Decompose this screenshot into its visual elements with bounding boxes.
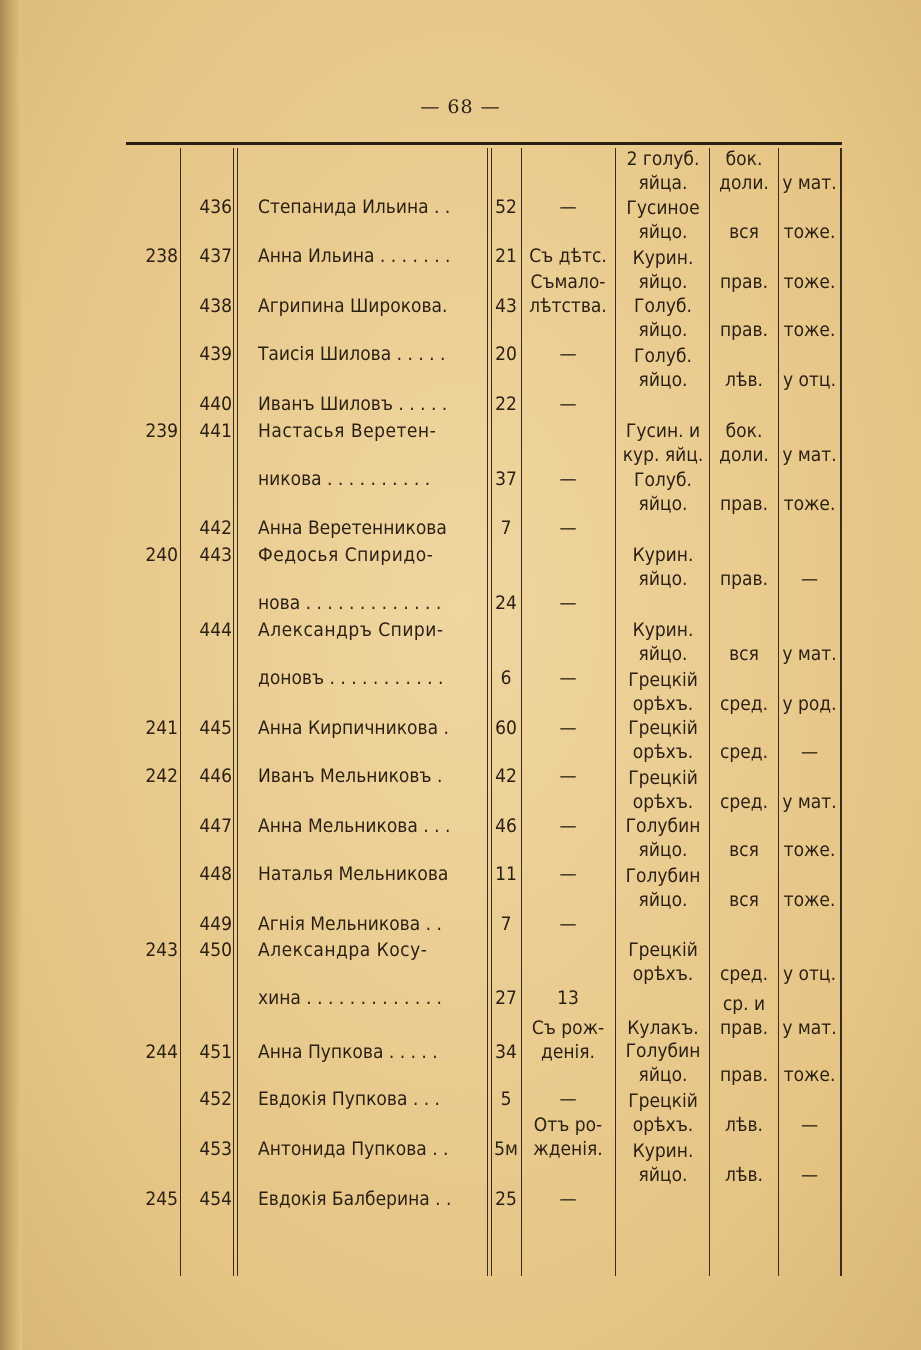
heredity-cell: у род. (782, 693, 837, 715)
patient-name: Федосья Спиридо- (258, 544, 434, 566)
size-cell: яйцо. (638, 221, 688, 243)
size-cell: Голубин (625, 865, 701, 887)
patient-name: Настасья Веретен- (258, 420, 437, 442)
size-cell: яйцо. (638, 643, 688, 665)
age-cell: 27 (495, 987, 517, 1009)
duration-cell: — (559, 863, 577, 885)
heredity-cell: тоже. (783, 319, 836, 341)
location-cell: бок. (725, 420, 763, 442)
location-cell: лѣв. (725, 1164, 763, 1186)
size-cell: яйцо. (638, 271, 688, 293)
duration-cell: Съ дѣтс. (529, 245, 607, 267)
age-cell: 60 (495, 717, 517, 739)
size-cell: Гусин. и (625, 420, 701, 442)
patient-name: Евдокія Пупкова . . . (258, 1088, 440, 1110)
location-cell: сред. (719, 791, 769, 813)
entry-number: 439 (199, 343, 232, 365)
size-cell: Грецкій (628, 939, 698, 961)
location-cell: бок. (725, 148, 763, 170)
location-cell: прав. (719, 271, 768, 293)
heredity-cell: у мат. (782, 1017, 837, 1039)
age-cell: 6 (500, 667, 512, 689)
heredity-cell: — (800, 568, 819, 590)
size-cell: орѣхъ. (632, 693, 694, 715)
size-cell: Грецкій (628, 767, 698, 789)
age-cell: 7 (500, 913, 512, 935)
family-number: 240 (145, 544, 178, 566)
family-number: 241 (145, 717, 178, 739)
size-cell: Голуб. (634, 295, 692, 317)
age-cell: 46 (495, 815, 517, 837)
duration-cell: — (559, 468, 577, 490)
duration-cell: — (559, 765, 577, 787)
heredity-cell: у отц. (782, 963, 836, 985)
duration-cell: — (559, 196, 577, 218)
patient-name: Иванъ Мельниковъ . (258, 765, 443, 787)
size-cell: Грецкій (628, 669, 698, 691)
location-cell: сред. (719, 741, 769, 763)
duration-cell: 13 (557, 987, 579, 1009)
heredity-cell: тоже. (783, 493, 836, 515)
age-cell: 43 (495, 295, 517, 317)
entry-number: 451 (199, 1041, 232, 1063)
age-cell: 52 (495, 196, 517, 218)
duration-line: лѣтства. (529, 295, 607, 317)
patient-name: Анна Ильина . . . . . . . (258, 245, 451, 267)
size-cell: яйцо. (638, 369, 688, 391)
size-cell: Гусиное (626, 197, 700, 219)
size-cell: яйца. (638, 172, 688, 194)
location-cell: лѣв. (725, 369, 763, 391)
location-cell: доли. (719, 172, 769, 194)
entry-number: 444 (199, 619, 232, 641)
patient-name: Анна Пупкова . . . . . (258, 1041, 438, 1063)
heredity-cell: тоже. (783, 271, 836, 293)
size-cell: 2 голуб. (626, 148, 700, 170)
location-cell: вся (729, 643, 759, 665)
patient-name: хина . . . . . . . . . . . . . (258, 987, 442, 1009)
family-number: 239 (145, 420, 178, 442)
age-cell: 22 (495, 393, 517, 415)
duration-line: Съмало- (530, 271, 606, 293)
duration-line: жденія. (533, 1138, 603, 1160)
size-cell: яйцо. (638, 839, 688, 861)
heredity-cell: тоже. (783, 839, 836, 861)
age-cell: 34 (495, 1041, 517, 1063)
patient-name: Иванъ Шиловъ . . . . . (258, 393, 448, 415)
family-number: 244 (145, 1041, 178, 1063)
duration-cell: — (559, 393, 577, 415)
duration-cell: — (559, 1088, 577, 1110)
size-cell: Грецкій (628, 1090, 698, 1112)
entry-number: 440 (199, 393, 232, 415)
duration-cell: — (559, 592, 577, 614)
patient-name: Степанида Ильина . . (258, 196, 451, 218)
heredity-cell: — (800, 741, 819, 763)
size-cell: Кулакъ. (627, 1017, 699, 1039)
heredity-cell: тоже. (783, 221, 836, 243)
family-number: 238 (145, 245, 178, 267)
family-number: 245 (145, 1188, 178, 1210)
age-cell: 20 (495, 343, 517, 365)
size-cell: яйцо. (638, 319, 688, 341)
patient-name: Александръ Спири- (258, 619, 444, 641)
duration-cell: — (559, 913, 577, 935)
heredity-cell: — (800, 1164, 819, 1186)
entry-number: 438 (199, 295, 232, 317)
duration-line: Съ рож- (531, 1017, 605, 1039)
size-cell: Голубин (625, 815, 701, 837)
location-cell: прав. (719, 493, 768, 515)
age-cell: 7 (500, 517, 512, 539)
patient-name: никова . . . . . . . . . . (258, 468, 431, 490)
page-number: — 68 — (420, 96, 501, 118)
duration-cell: — (559, 517, 577, 539)
duration-cell: — (559, 667, 577, 689)
entry-number: 437 (199, 245, 232, 267)
heredity-cell: у мат. (782, 172, 837, 194)
location-cell: ср. и (722, 993, 766, 1015)
size-cell: орѣхъ. (632, 791, 694, 813)
age-cell: 5 (500, 1088, 512, 1110)
size-cell: яйцо. (638, 568, 688, 590)
heredity-cell: тоже. (783, 889, 836, 911)
size-cell: Курин. (632, 1140, 694, 1162)
size-cell: яйцо. (638, 493, 688, 515)
location-cell: вся (729, 839, 759, 861)
size-cell: Курин. (632, 247, 694, 269)
patient-name: Таисія Шилова . . . . . (258, 343, 446, 365)
size-cell: орѣхъ. (632, 741, 694, 763)
age-cell: 21 (495, 245, 517, 267)
patient-name: Анна Мельникова . . . (258, 815, 451, 837)
entry-number: 441 (199, 420, 232, 442)
size-cell: Грецкій (628, 717, 698, 739)
patient-name: доновъ . . . . . . . . . . . (258, 667, 444, 689)
size-cell: яйцо. (638, 1064, 688, 1086)
age-cell: 37 (495, 468, 517, 490)
patient-name: Александра Косу- (258, 939, 428, 961)
duration-cell: — (559, 343, 577, 365)
family-number: 243 (145, 939, 178, 961)
entry-number: 445 (199, 717, 232, 739)
entry-number: 446 (199, 765, 232, 787)
age-cell: 25 (495, 1188, 517, 1210)
duration-line: денія. (541, 1041, 595, 1063)
entry-number: 450 (199, 939, 232, 961)
patient-name: Наталья Мельникова (258, 863, 449, 885)
location-cell: сред. (719, 963, 769, 985)
duration-cell: — (559, 717, 577, 739)
patient-name: Антонида Пупкова . . (258, 1138, 449, 1160)
size-cell: Голубин (625, 1040, 701, 1062)
entry-number: 453 (199, 1138, 232, 1160)
duration-cell: — (559, 815, 577, 837)
duration-line: Отъ ро- (533, 1114, 603, 1136)
age-cell: 5м (494, 1138, 518, 1160)
patient-name: Анна Кирпичникова . (258, 717, 449, 739)
heredity-cell: у мат. (782, 643, 837, 665)
location-cell: вся (729, 889, 759, 911)
size-cell: орѣхъ. (632, 963, 694, 985)
entry-number: 454 (199, 1188, 232, 1210)
duration-cell: — (559, 1188, 577, 1210)
heredity-cell: у отц. (782, 369, 836, 391)
entry-number: 449 (199, 913, 232, 935)
patient-name: нова . . . . . . . . . . . . . (258, 592, 442, 614)
age-cell: 11 (495, 863, 517, 885)
size-cell: Голуб. (634, 345, 692, 367)
location-cell: прав. (719, 319, 768, 341)
heredity-cell: — (800, 1114, 819, 1136)
size-cell: орѣхъ. (632, 1114, 694, 1136)
entry-number: 443 (199, 544, 232, 566)
location-cell: доли. (719, 444, 769, 466)
patient-name: Евдокія Балберина . . (258, 1188, 452, 1210)
age-cell: 42 (495, 765, 517, 787)
size-cell: кур. яйц. (622, 444, 704, 466)
entry-number: 436 (199, 196, 232, 218)
heredity-cell: у мат. (782, 444, 837, 466)
entry-number: 442 (199, 517, 232, 539)
size-cell: яйцо. (638, 889, 688, 911)
location-cell: лѣв. (725, 1114, 763, 1136)
patient-name: Агнія Мельникова . . (258, 913, 442, 935)
location-cell: прав. (719, 568, 768, 590)
heredity-cell: тоже. (783, 1064, 836, 1086)
patient-name: Анна Веретенникова (258, 517, 447, 539)
size-cell: Курин. (632, 619, 694, 641)
patient-name: Агрипина Широкова. (258, 295, 448, 317)
entry-number: 447 (199, 815, 232, 837)
location-cell: прав. (719, 1017, 768, 1039)
size-cell: Курин. (632, 544, 694, 566)
size-cell: Голуб. (634, 469, 692, 491)
location-cell: вся (729, 221, 759, 243)
entry-number: 448 (199, 863, 232, 885)
entry-number: 452 (199, 1088, 232, 1110)
size-cell: яйцо. (638, 1164, 688, 1186)
location-cell: прав. (719, 1064, 768, 1086)
location-cell: сред. (719, 693, 769, 715)
age-cell: 24 (495, 592, 517, 614)
heredity-cell: у мат. (782, 791, 837, 813)
family-number: 242 (145, 765, 178, 787)
